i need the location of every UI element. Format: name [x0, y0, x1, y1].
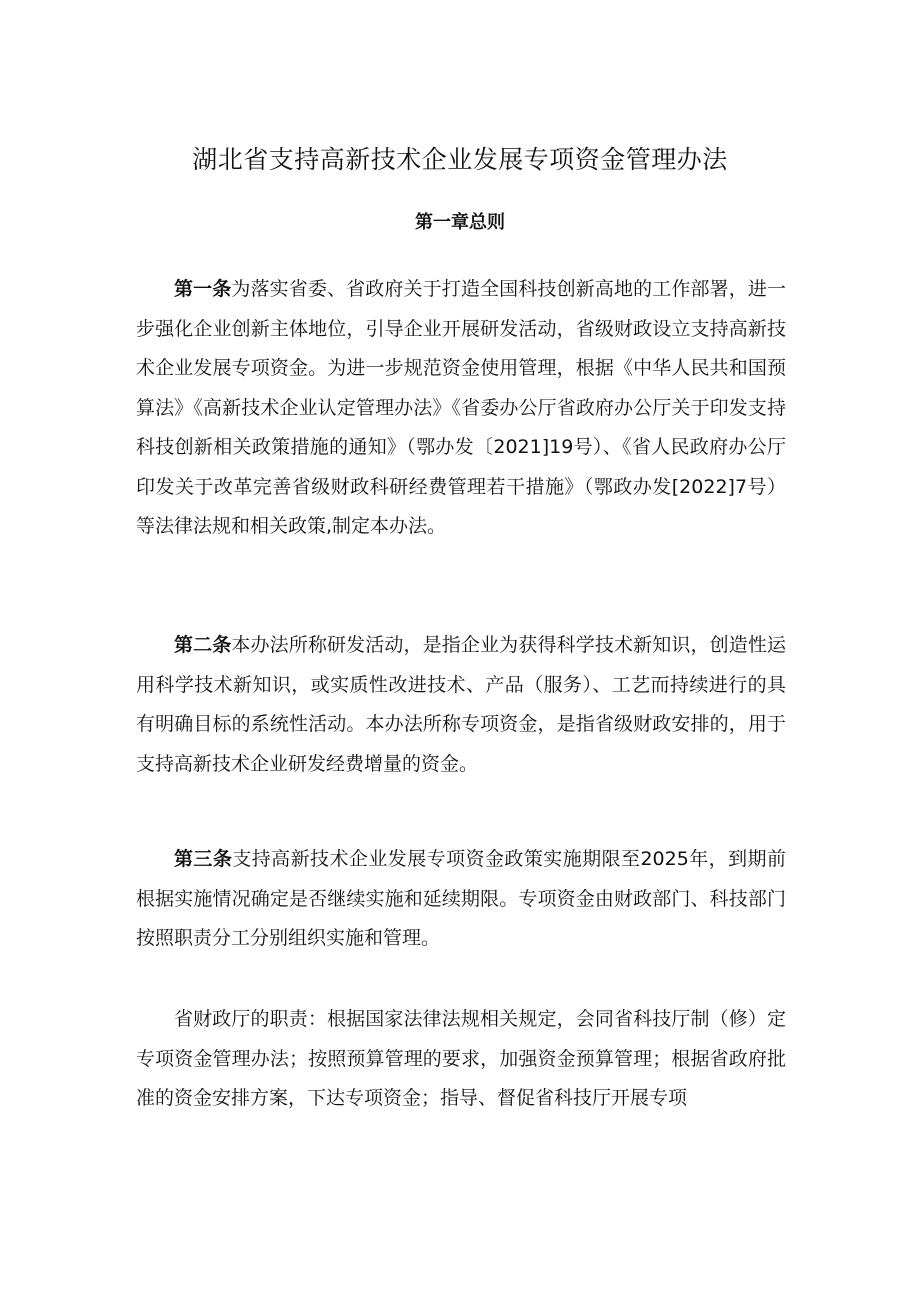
document-title: 湖北省支持高新技术企业发展专项资金管理办法	[192, 145, 728, 174]
article-number: 第二条	[174, 634, 232, 656]
article-text: 省财政厅的职责：根据国家法律法规相关规定，会同省科技厅制（修）定专项资金管理办法；按照预算管理的要求，加强资金预算管理；根据省政府批准的资金安排方案，下达专项资金；指导、督促省科技厅开展专项	[136, 1008, 786, 1109]
article-paragraph	[136, 270, 786, 547]
article-text: 为落实省委、省政府关于打造全国科技创新高地的工作部署，进一步强化企业创新主体地位，引导企业开展研发活动，省级财政设立支持高新技术企业发展专项资金。为进一步规范资金使用管理，根据《中华人民共和国预算法》《高新技术企业认定管理办法》《省委办公厅省政府办公厅关于印发支持科技创新相关政策措施的通知》（鄂办发〔2021]19号）、《省人民政府办公厅印发关于改革完善省级财政科研经费管理若干措施》（鄂政办发[2022]7号）等法律法规和相关政策,制定本办法。	[136, 278, 786, 537]
article-paragraph	[136, 1000, 786, 1119]
article-paragraph	[136, 626, 786, 784]
article-number: 第三条	[174, 848, 233, 870]
article-paragraph	[136, 840, 786, 959]
article-number: 第一条	[174, 278, 232, 300]
article-text: 本办法所称研发活动，是指企业为获得科学技术新知识，创造性运用科学技术新知识，或实质性改进技术、产品（服务）、工艺而持续进行的具有明确目标的系统性活动。本办法所称专项资金，是指省级财政安排的，用于支持高新技术企业研发经费增量的资金。	[136, 634, 786, 775]
article-text: 支持高新技术企业发展专项资金政策实施期限至2025年，到期前根据实施情况确定是否继续实施和延续期限。专项资金由财政部门、科技部门按照职责分工分别组织实施和管理。	[136, 848, 786, 949]
chapter-heading: 第一章总则	[415, 212, 505, 233]
